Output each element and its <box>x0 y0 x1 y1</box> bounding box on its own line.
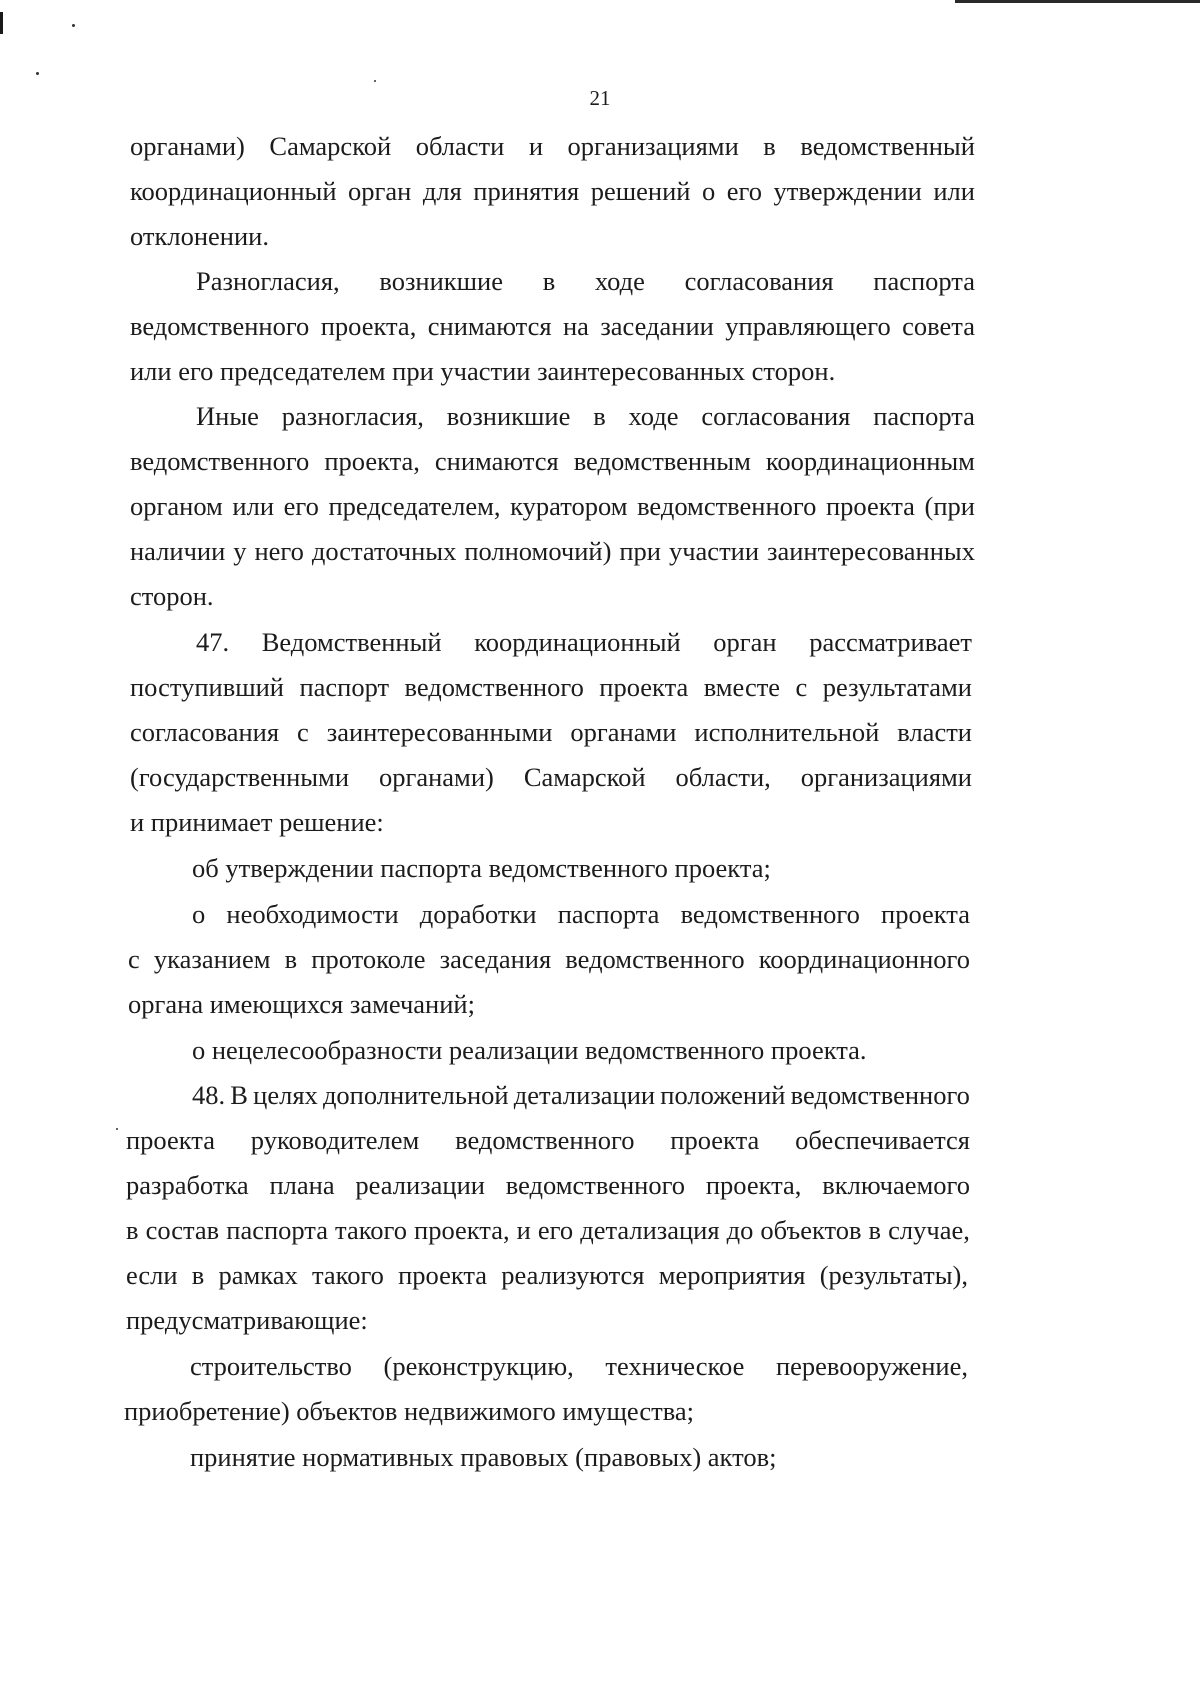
word: до <box>726 1215 754 1245</box>
text-line: о нецелесообразности реализации ведомственного проекта. <box>192 1035 867 1065</box>
text-line: принятие нормативных правовых (правовых) актов; <box>190 1442 777 1472</box>
word: проекта <box>670 1125 760 1155</box>
word: Самарской <box>269 131 392 161</box>
word: (реконструкцию, <box>383 1351 574 1381</box>
word: случае, <box>888 1215 970 1245</box>
word: обеспечивается <box>795 1125 970 1155</box>
word: исполнительной <box>694 717 880 747</box>
word: результатами <box>822 672 972 702</box>
word: председателем, <box>328 491 501 521</box>
word: рамках <box>218 1260 298 1290</box>
word: состав <box>145 1215 220 1245</box>
word: в <box>868 1215 882 1245</box>
word: на <box>562 311 589 341</box>
word: проекта <box>126 1125 215 1155</box>
word: Разногласия, <box>196 266 340 296</box>
scan-edge-rule <box>955 0 1200 3</box>
word: реализации <box>355 1170 485 1200</box>
text-line <box>126 1162 970 1208</box>
word: координационным <box>765 446 975 476</box>
text-line <box>130 709 972 755</box>
word: мероприятия <box>658 1260 806 1290</box>
word: детализация <box>580 1215 720 1245</box>
word: и <box>516 1215 531 1245</box>
word: орган <box>348 176 412 206</box>
word: управляющего <box>725 311 891 341</box>
word: согласования <box>684 266 834 296</box>
word: руководителем <box>250 1125 420 1155</box>
word: детализации <box>513 1080 656 1110</box>
word: заседания <box>439 944 552 974</box>
word: координационного <box>758 944 970 974</box>
word: с <box>128 944 140 974</box>
scan-speck <box>374 80 376 82</box>
word: возникшие <box>446 401 571 431</box>
word: в <box>593 401 606 431</box>
word: дополнительной <box>322 1080 509 1110</box>
word: него <box>254 536 304 566</box>
word: снимаются <box>434 446 559 476</box>
word: протоколе <box>311 944 426 974</box>
text-line: и принимает решение: <box>130 807 384 837</box>
word: паспорта <box>226 1215 328 1245</box>
word: принятия <box>473 176 580 206</box>
text-line: об утверждении паспорта ведомственного проекта; <box>192 853 771 883</box>
word: решений <box>590 176 691 206</box>
word: (при <box>924 491 975 521</box>
text-line <box>130 303 975 349</box>
word: участии <box>668 536 760 566</box>
word: перевооружение, <box>775 1351 968 1381</box>
word: области, <box>675 762 771 792</box>
word: если <box>126 1260 178 1290</box>
text-line <box>130 483 975 529</box>
word: разногласия, <box>281 401 424 431</box>
scan-speck <box>36 72 39 75</box>
word: проекта <box>825 491 915 521</box>
text-line <box>130 123 975 169</box>
word: достаточных <box>311 536 457 566</box>
word: органами) <box>130 131 245 161</box>
word: паспорта <box>873 401 975 431</box>
word: Иные <box>196 401 259 431</box>
word: в <box>126 1215 139 1245</box>
word: разработка <box>126 1170 249 1200</box>
word: и <box>528 131 543 161</box>
text-line <box>196 258 975 304</box>
scan-speck <box>72 24 75 27</box>
word: плана <box>269 1170 335 1200</box>
text-line <box>190 1343 968 1389</box>
word: В <box>230 1080 248 1110</box>
word: полномочий) <box>464 536 612 566</box>
word: целях <box>253 1080 318 1110</box>
word: доработки <box>419 899 537 929</box>
word: проекта, <box>414 1215 510 1245</box>
page-number: 21 <box>589 86 611 110</box>
text-line <box>126 1252 968 1298</box>
word: объектов <box>760 1215 862 1245</box>
text-line: отклонении. <box>130 221 269 251</box>
word: координационный <box>474 627 681 657</box>
word: ведомственного <box>565 944 745 974</box>
word: проекта, <box>324 446 420 476</box>
word: орган <box>713 627 777 657</box>
word: проекта, <box>705 1170 802 1200</box>
word: ведомственный <box>800 131 975 161</box>
word: включаемого <box>822 1170 970 1200</box>
word: заинтересованными <box>326 717 553 747</box>
word: заседании <box>600 311 714 341</box>
word: заинтересованных <box>766 536 975 566</box>
word: в <box>763 131 776 161</box>
text-line: органа имеющихся замечаний; <box>128 989 475 1019</box>
text-line <box>130 438 975 484</box>
word: в <box>191 1260 205 1290</box>
word: его <box>726 176 762 206</box>
word: ведомственного <box>455 1125 635 1155</box>
word: в <box>542 266 556 296</box>
word: ведомственного <box>130 311 310 341</box>
word: (результаты), <box>819 1260 968 1290</box>
word: или <box>232 491 275 521</box>
word: ведомственного <box>130 446 310 476</box>
text-line <box>196 619 972 665</box>
text-line <box>128 936 970 982</box>
word: ведомственного <box>637 491 817 521</box>
word: поступивший <box>130 672 284 702</box>
word: утверждении <box>773 176 922 206</box>
word: его <box>283 491 319 521</box>
text-line <box>196 393 975 439</box>
word: власти <box>897 717 972 747</box>
word: положений <box>660 1080 786 1110</box>
word: необходимости <box>226 899 399 929</box>
word: согласования <box>130 717 280 747</box>
word: его <box>537 1215 574 1245</box>
word: организациями <box>567 131 739 161</box>
word: техническое <box>605 1351 745 1381</box>
word: Ведомственный <box>261 627 442 657</box>
word: при <box>619 536 661 566</box>
word: снимаются <box>427 311 552 341</box>
word: вместе <box>703 672 781 702</box>
word: ведомственного <box>505 1170 686 1200</box>
word: с <box>297 717 309 747</box>
word: паспорта <box>557 899 660 929</box>
word: рассматривает <box>809 627 972 657</box>
word: ходе <box>594 266 645 296</box>
scan-edge-mark <box>0 12 3 34</box>
word: совета <box>902 311 975 341</box>
word: такого <box>335 1215 407 1245</box>
word: ведомственного <box>404 672 584 702</box>
word: проекта <box>881 899 970 929</box>
word: паспорт <box>299 672 390 702</box>
word: о <box>192 899 206 929</box>
word: проекта <box>599 672 689 702</box>
word: ведомственного <box>790 1080 970 1110</box>
word: у <box>233 536 247 566</box>
word: ходе <box>628 401 679 431</box>
text-line <box>130 754 972 800</box>
word: указанием <box>153 944 271 974</box>
text-line: предусматривающие: <box>126 1305 368 1335</box>
word: организациями <box>800 762 972 792</box>
word: проекта, <box>320 311 417 341</box>
text-line <box>126 1207 970 1253</box>
word: возникшие <box>379 266 503 296</box>
word: такого <box>312 1260 384 1290</box>
text-line: сторон. <box>130 581 214 611</box>
word: или <box>933 176 975 206</box>
word: проекта <box>398 1260 488 1290</box>
text-line: приобретение) объектов недвижимого имущества; <box>124 1396 694 1426</box>
word: органами) <box>378 762 494 792</box>
word: органом <box>130 491 223 521</box>
text-line <box>192 1072 970 1118</box>
word: (государственными <box>130 762 350 792</box>
scan-speck <box>116 1128 118 1130</box>
word: координационный <box>130 176 337 206</box>
text-line <box>130 664 972 710</box>
text-line <box>192 891 970 937</box>
word: 48. <box>192 1080 226 1110</box>
word: строительство <box>190 1351 352 1381</box>
word: реализуются <box>501 1260 645 1290</box>
word: ведомственного <box>680 899 860 929</box>
text-line <box>130 168 975 214</box>
word: наличии <box>130 536 226 566</box>
text-line <box>126 1117 970 1163</box>
text-line: или его председателем при участии заинтересованных сторон. <box>130 356 836 386</box>
word: в <box>284 944 298 974</box>
word: куратором <box>510 491 628 521</box>
word: области <box>415 131 505 161</box>
word: органами <box>570 717 677 747</box>
word: ведомственным <box>573 446 751 476</box>
word: Самарской <box>523 762 646 792</box>
text-line <box>130 528 975 574</box>
word: о <box>702 176 716 206</box>
word: паспорта <box>873 266 975 296</box>
word: с <box>795 672 808 702</box>
word: 47. <box>196 627 230 657</box>
word: согласования <box>701 401 851 431</box>
word: для <box>422 176 462 206</box>
